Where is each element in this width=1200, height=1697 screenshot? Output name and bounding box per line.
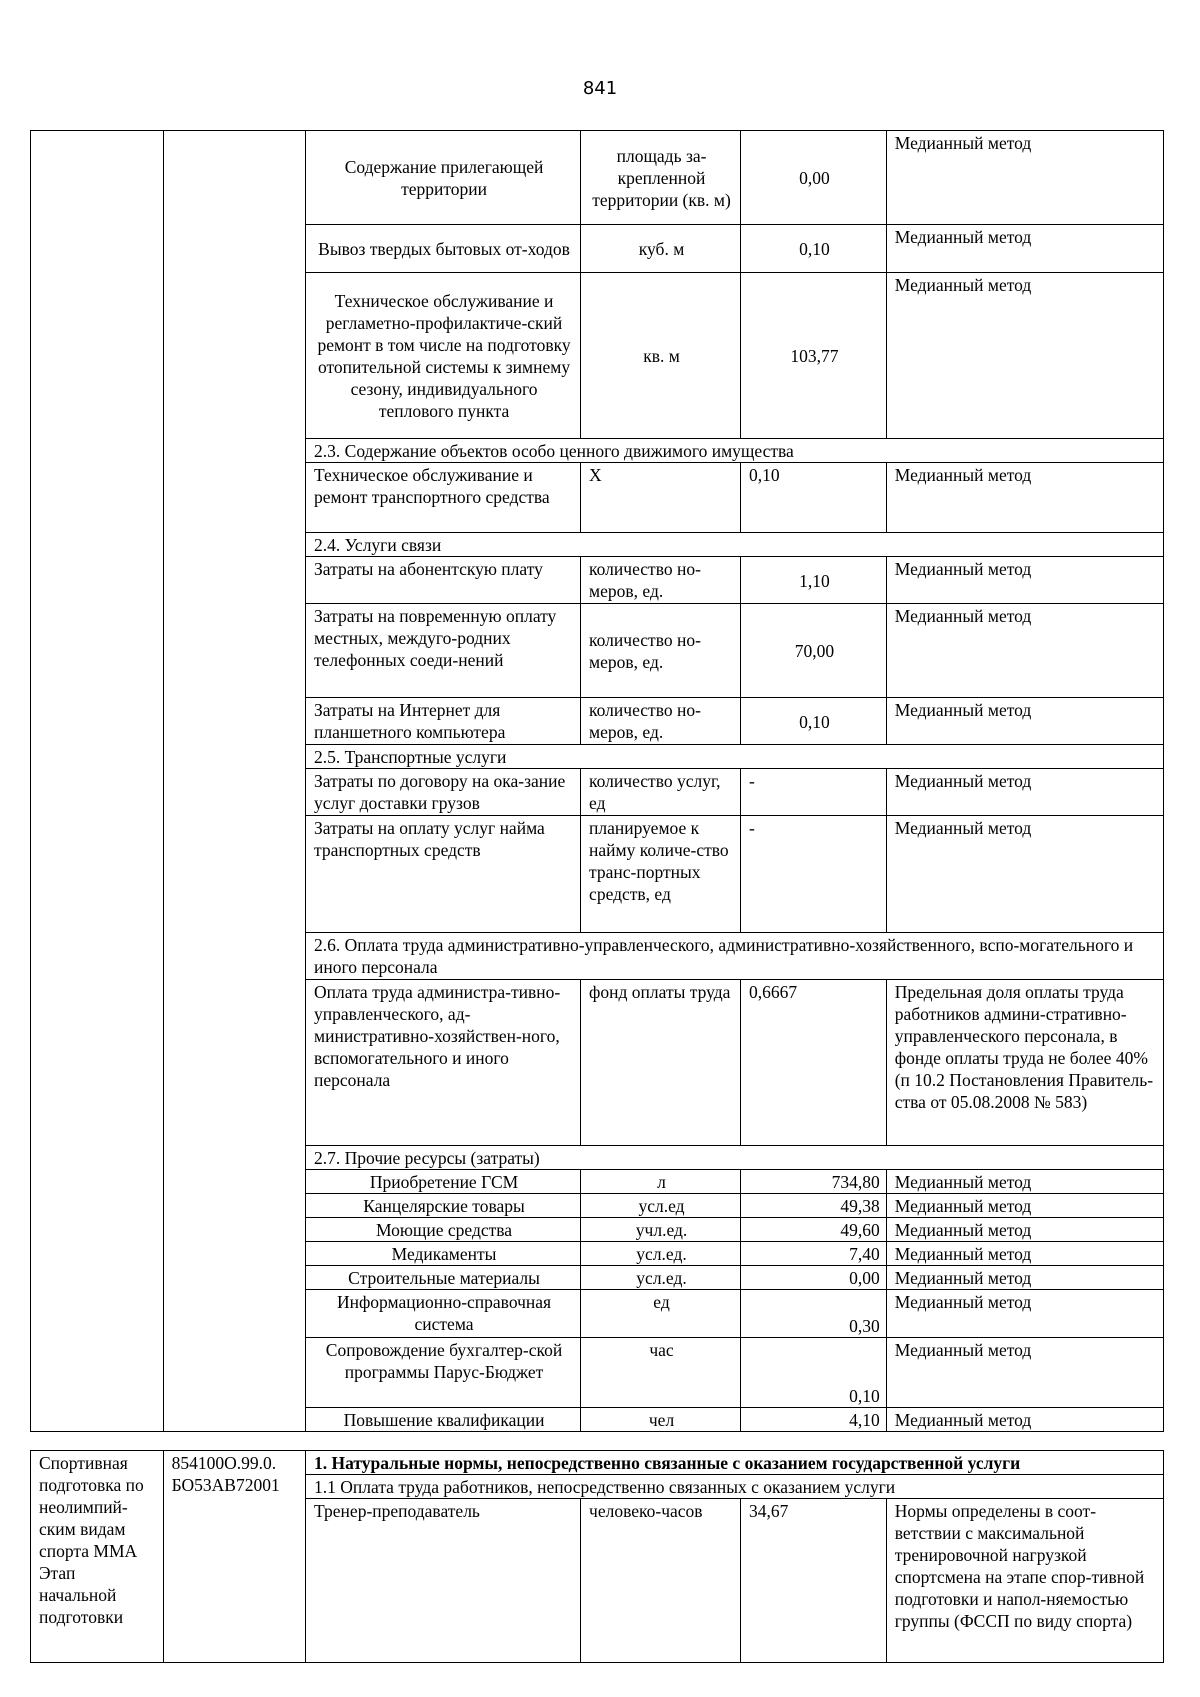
section-title-2-5: 2.5. Транспортные услуги — [306, 745, 1164, 769]
row-method: Медианный метод — [886, 557, 1163, 604]
row-value: 70,00 — [741, 604, 887, 698]
code-cell-empty — [163, 131, 305, 1432]
service-name: Спортивная подготовка по неолимпий-ским видам спорта ММА Этап начальной подготовки — [31, 1451, 164, 1663]
row-name: Канцелярские товары — [306, 1194, 581, 1218]
row-method: Медианный метод — [886, 225, 1163, 273]
row-value: 49,60 — [741, 1218, 887, 1242]
row-name: Затраты на Интернет для планшетного компьютера — [306, 698, 581, 745]
row-unit: количество услуг, ед — [581, 769, 741, 816]
row-value: 0,10 — [741, 698, 887, 745]
row-method: Нормы определены в соот-ветствии с максимальной тренировочной нагрузкой спортсмена на этапе спор-тивной подготовки и напол-няемостью группы (ФССП по виду спорта) — [886, 1499, 1163, 1663]
row-value: - — [741, 769, 887, 816]
row-name: Затраты на абонентскую плату — [306, 557, 581, 604]
row-unit: планируемое к найму количе-ство транс-портных средств, ед — [581, 816, 741, 933]
row-name: Приобретение ГСМ — [306, 1170, 581, 1194]
row-unit: учл.ед. — [581, 1218, 741, 1242]
section-title-2-3: 2.3. Содержание объектов особо ценного движимого имущества — [306, 439, 1164, 463]
row-value: 103,77 — [741, 273, 887, 439]
row-name: Медикаменты — [306, 1242, 581, 1266]
section-title-2-6: 2.6. Оплата труда административно-управленческого, административно-хозяйственного, вспо-могательного и иного персонала — [306, 933, 1164, 980]
row-unit: усл.ед — [581, 1194, 741, 1218]
row-unit: человеко-часов — [581, 1499, 741, 1663]
row-value: - — [741, 816, 887, 933]
row-method: Медианный метод — [886, 273, 1163, 439]
row-value: 0,00 — [741, 1266, 887, 1290]
norms-table — [30, 130, 1164, 1432]
row-method: Медианный метод — [886, 1338, 1163, 1408]
row-value: 4,10 — [741, 1408, 887, 1432]
row-name: Оплата труда администра-тивно-управленческого, ад-министративно-хозяйствен-ного, вспомогательного и иного персонала — [306, 980, 581, 1146]
row-value: 0,6667 — [741, 980, 887, 1146]
row-method: Медианный метод — [886, 1266, 1163, 1290]
row-name: Повышение квалификации — [306, 1408, 581, 1432]
row-method: Медианный метод — [886, 1290, 1163, 1338]
row-unit: количество но-меров, ед. — [581, 557, 741, 604]
row-unit: количество но-меров, ед. — [581, 604, 741, 698]
row-method: Предельная доля оплаты труда работников админи-стративно-управленческого персонала, в фонде оплаты труда не более 40% (п 10.2 Постановления Правитель-ства от 05.08.2008 № 583) — [886, 980, 1163, 1146]
row-unit: час — [581, 1338, 741, 1408]
row-value: 734,80 — [741, 1170, 887, 1194]
row-name: Сопровождение бухгалтер-ской программы Парус-Бюджет — [306, 1338, 581, 1408]
row-name: Затраты на повременную оплату местных, междуго-родних телефонных соеди-нений — [306, 604, 581, 698]
row-unit: чел — [581, 1408, 741, 1432]
row-method: Медианный метод — [886, 463, 1163, 533]
row-unit: куб. м — [581, 225, 741, 273]
row-value: 7,40 — [741, 1242, 887, 1266]
row-name: Информационно-справочная система — [306, 1290, 581, 1338]
service-name-cell-empty — [31, 131, 164, 1432]
service-code: 854100О.99.0. БО53АВ72001 — [163, 1451, 305, 1663]
service-table — [30, 1450, 1164, 1663]
row-method: Медианный метод — [886, 1242, 1163, 1266]
section-title-2-7: 2.7. Прочие ресурсы (затраты) — [306, 1146, 1164, 1170]
row-name: Моющие средства — [306, 1218, 581, 1242]
row-unit: ед — [581, 1290, 741, 1338]
row-method: Медианный метод — [886, 131, 1163, 225]
row-name: Содержание прилегающей территории — [306, 131, 581, 225]
page-number: 841 — [582, 78, 618, 99]
row-unit: площадь за-крепленной территории (кв. м) — [581, 131, 741, 225]
row-value: 0,10 — [741, 1338, 887, 1408]
row-name: Техническое обслуживание и регламетно-профилактиче-ский ремонт в том числе на подготовку отопительной системы к зимнему сезону, индивидуального теплового пункта — [306, 273, 581, 439]
row-unit: л — [581, 1170, 741, 1194]
row-name: Строительные материалы — [306, 1266, 581, 1290]
row-value: 0,10 — [741, 463, 887, 533]
section-title-2-4: 2.4. Услуги связи — [306, 533, 1164, 557]
row-name: Вывоз твердых бытовых от-ходов — [306, 225, 581, 273]
row-unit: количество но-меров, ед. — [581, 698, 741, 745]
row-method: Медианный метод — [886, 698, 1163, 745]
section-title-1-1: 1.1 Оплата труда работников, непосредственно связанных с оказанием услуги — [306, 1475, 1164, 1499]
row-method: Медианный метод — [886, 1218, 1163, 1242]
row-unit: усл.ед. — [581, 1242, 741, 1266]
row-value: 34,67 — [741, 1499, 887, 1663]
row-name: Затраты на оплату услуг найма транспортных средств — [306, 816, 581, 933]
row-method: Медианный метод — [886, 1170, 1163, 1194]
row-value: 0,30 — [741, 1290, 887, 1338]
row-name: Техническое обслуживание и ремонт транспортного средства — [306, 463, 581, 533]
row-value: 49,38 — [741, 1194, 887, 1218]
row-method: Медианный метод — [886, 1408, 1163, 1432]
table-row — [31, 1451, 1164, 1475]
row-method: Медианный метод — [886, 816, 1163, 933]
section-title-1: 1. Натуральные нормы, непосредственно связанные с оказанием государственной услуги — [306, 1451, 1164, 1475]
row-name: Тренер-преподаватель — [306, 1499, 581, 1663]
row-unit: кв. м — [581, 273, 741, 439]
row-method: Медианный метод — [886, 1194, 1163, 1218]
row-value: 1,10 — [741, 557, 887, 604]
row-unit: Х — [581, 463, 741, 533]
row-unit: усл.ед. — [581, 1266, 741, 1290]
row-method: Медианный метод — [886, 769, 1163, 816]
row-unit: фонд оплаты труда — [581, 980, 741, 1146]
row-value: 0,10 — [741, 225, 887, 273]
table-row — [31, 131, 1164, 225]
row-method: Медианный метод — [886, 604, 1163, 698]
row-value: 0,00 — [741, 131, 887, 225]
row-name: Затраты по договору на ока-зание услуг доставки грузов — [306, 769, 581, 816]
